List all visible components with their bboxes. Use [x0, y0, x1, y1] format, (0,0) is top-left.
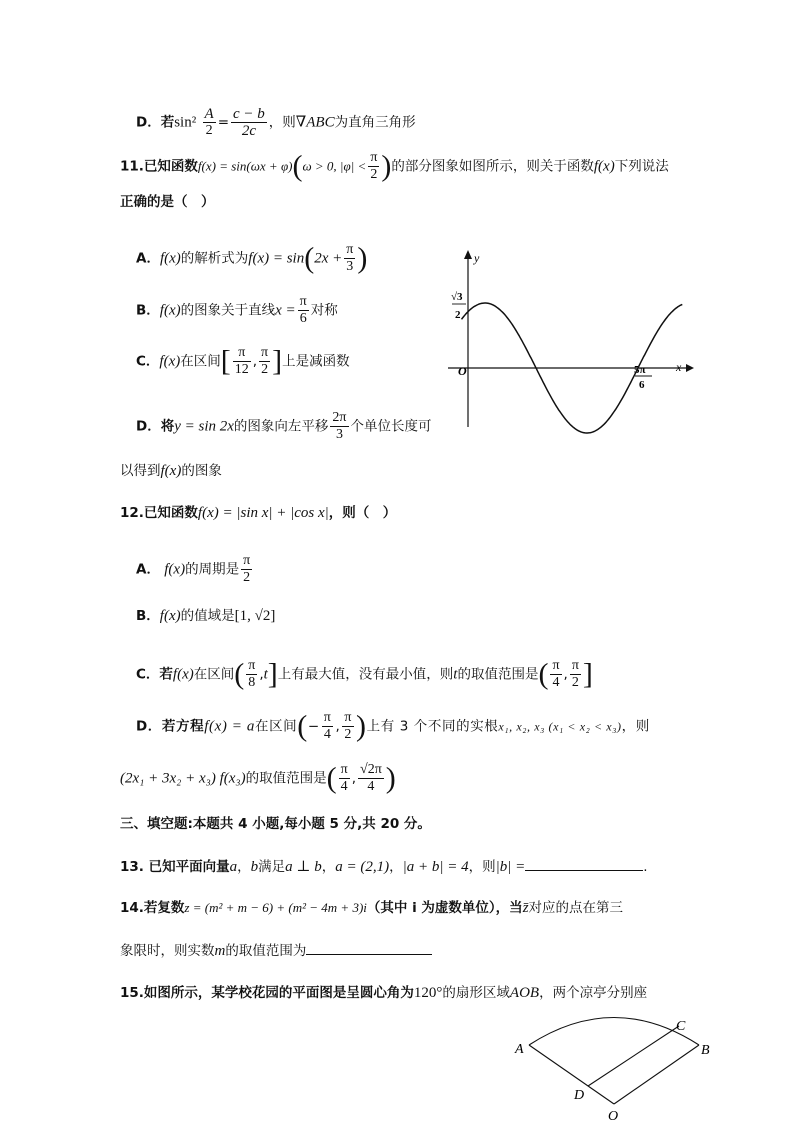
fraction: $\frac{\pi}{2}$: [261, 345, 269, 377]
option-label: D．若: [136, 114, 175, 131]
y-tick-num: √3: [451, 291, 463, 303]
q12-option-d: D．若方程f(x) = a在区间(− $\frac{\pi}{4}$ , $\frac{\pi}{2}$ )上有 3 个不同的实根x₁, x₂, x₃ (x₁ < x₂ < x₃)，则: [136, 709, 650, 743]
label-c: C: [676, 1019, 686, 1034]
x-axis-label: x: [676, 360, 682, 374]
fraction: $\frac{\pi}{8}$: [248, 658, 256, 690]
q13: 13. 已知平面向量a，b满足a ⊥ b，a = (2,1)，|a + b| = 4，则|b| = .: [120, 856, 648, 877]
label-a: A: [515, 1042, 524, 1057]
sector-diagram: [508, 1008, 728, 1123]
side-ob: [614, 1045, 699, 1104]
fraction: $\frac{2\pi}{3}$: [332, 410, 347, 442]
arc-ab: [529, 1018, 699, 1046]
side-oa: [529, 1045, 614, 1104]
question-number: 11.已知函数: [120, 158, 198, 175]
math: sin²: [174, 114, 197, 131]
label-d: D: [574, 1088, 585, 1103]
x-axis-arrow: [686, 364, 694, 372]
y-axis-label: y: [474, 251, 480, 265]
triangle-label: ∇ABC: [295, 114, 335, 131]
q11-option-b: B．f(x)的图象关于直线x = $\frac{\pi}{6}$ 对称: [136, 294, 338, 326]
q14-line2: 象限时，则实数m的取值范围为: [120, 940, 432, 961]
origin-label: O: [458, 364, 467, 378]
sine-graph: [440, 245, 700, 435]
fraction: $\frac{c - b}{2c}$: [233, 106, 265, 139]
fraction: $\frac{\pi}{2}$: [370, 150, 378, 182]
fraction: $\frac{\pi}{2}$: [243, 553, 251, 585]
label-b: B: [701, 1043, 710, 1058]
q11-stem-line2: 正确的是（ ）: [120, 194, 215, 210]
label-o: O: [608, 1109, 619, 1123]
q11-option-c: C．f(x)在区间[ $\frac{\pi}{12}$ , $\frac{\pi}{2}$ ]上是减函数: [136, 344, 350, 378]
q12-option-c: C．若f(x)在区间( $\frac{\pi}{8}$ ,t]上有最大值，没有最小值，则t的取值范围是( $\frac{\pi}{4}$ , $\frac{\pi}{2}$ ]: [136, 657, 593, 691]
q11-option-d: D．将y = sin 2x的图象向左平移 $\frac{2\pi}{3}$ 个单位长度可: [136, 410, 432, 442]
x-tick-den: 6: [639, 379, 645, 391]
fraction: $\frac{\pi}{3}$: [346, 242, 354, 274]
section-title: 三、填空题:本题共 4 小题,每小题 5 分,共 20 分。: [120, 816, 431, 832]
fraction: $\frac{\pi}{12}$: [234, 345, 249, 377]
fraction: $\frac{\pi}{2}$: [344, 710, 353, 742]
q11-stem: 11.已知函数f(x) = sin(ωx + φ)(ω > 0, |φ| < $\frac{\pi}{2}$ )的部分图象如图所示，则关于函数f(x)下列说法: [120, 149, 669, 183]
q10-option-d: D．若sin² $\frac{A}{2}$ = $\frac{c - b}{2c}$ ，则∇ABC为直角三角形: [136, 106, 416, 139]
q12-option-a: A． f(x)的周期是 $\frac{\pi}{2}$: [136, 553, 251, 585]
q12-option-b: B．f(x)的值域是[1, √2]: [136, 608, 276, 624]
y-tick-den: 2: [455, 309, 461, 321]
fraction: $\frac{\pi}{4}$: [323, 710, 332, 742]
fraction: $\frac{\pi}{6}$: [299, 294, 307, 326]
q12-stem: 12.已知函数f(x) = |sin x| + |cos x|，则（ ）: [120, 505, 397, 521]
y-axis-arrow: [464, 250, 472, 259]
q11-option-a: A．f(x)的解析式为f(x) = sin(2x + $\frac{\pi}{3}$ ): [136, 241, 368, 275]
x-tick-num: 5π: [634, 364, 646, 376]
fraction: $\frac{√2\pi}{4}$: [360, 762, 382, 794]
fraction: $\frac{\pi}{2}$: [571, 658, 579, 690]
q11-option-d-line2: 以得到f(x)的图象: [120, 463, 222, 479]
q14: 14.若复数z = (m² + m − 6) + (m² − 4m + 3)i（其中 i 为虚数单位），当z̄对应的点在第三: [120, 900, 624, 916]
segment-cd: [588, 1026, 679, 1086]
fraction: $\frac{\pi}{4}$: [340, 762, 348, 794]
fraction: $\frac{A}{2}$: [204, 106, 214, 138]
q15: 15.如图所示，某学校花园的平面图是呈圆心角为120°的扇形区域AOB，两个凉亭分别座: [120, 985, 648, 1001]
answer-blank[interactable]: [525, 856, 643, 871]
q12-option-d-line2: (2x₁ + 3x₂ + x₃) f(x₃)的取值范围是( $\frac{\pi}{4}$ , $\frac{√2\pi}{4}$ ): [120, 761, 396, 795]
answer-blank[interactable]: [306, 940, 432, 955]
fraction: $\frac{\pi}{4}$: [552, 658, 560, 690]
